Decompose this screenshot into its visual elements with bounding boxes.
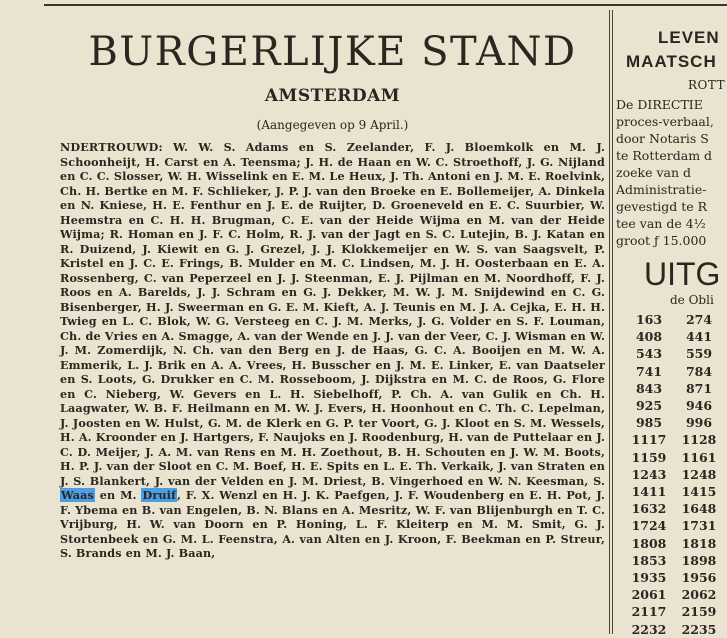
number-cell: 1731 — [681, 518, 717, 534]
search-highlight-druif[interactable]: Druif — [142, 488, 177, 502]
side-line: Administratie- — [616, 182, 707, 197]
number-row — [624, 586, 724, 603]
number-cell: 1724 — [631, 518, 667, 534]
number-cell: 741 — [635, 363, 663, 379]
side-heading-1: LEVEN — [658, 28, 720, 47]
number-cell: 1956 — [681, 570, 717, 586]
number-cell: 543 — [635, 346, 663, 362]
number-row — [624, 414, 724, 431]
side-paragraph — [616, 96, 727, 249]
article-date-note: (Aangegeven op 9 April.) — [256, 118, 409, 132]
number-cell: 1935 — [631, 570, 667, 586]
side-line: gevestigd te R — [616, 199, 708, 214]
number-cell: 1117 — [631, 432, 667, 448]
number-cell: 559 — [685, 346, 713, 362]
number-row — [624, 621, 724, 638]
side-line: proces-verbaal, — [616, 114, 714, 129]
number-cell: 946 — [685, 398, 713, 414]
number-row — [624, 328, 724, 345]
top-rule — [44, 4, 727, 6]
number-cell: 2235 — [681, 621, 717, 637]
number-cell: 163 — [635, 312, 663, 327]
number-cell: 274 — [685, 312, 713, 327]
adjacent-column — [616, 28, 727, 638]
body-text-middle: en M. — [99, 488, 137, 502]
number-row — [624, 483, 724, 500]
number-table — [624, 311, 724, 638]
number-cell: 1808 — [631, 535, 667, 551]
number-cell: 1632 — [631, 501, 667, 517]
article-city: AMSTERDAM — [264, 86, 401, 106]
number-cell: 1128 — [681, 432, 717, 448]
number-cell: 1161 — [681, 449, 717, 465]
column-divider — [609, 10, 610, 634]
number-row — [624, 500, 724, 517]
number-cell: 1248 — [681, 466, 717, 482]
number-cell: 2117 — [631, 604, 667, 620]
number-row — [624, 449, 724, 466]
body-text-before: NDERTROUWD: W. W. S. Adams en S. Zeelander, F. J. Bloemkolk en M. J. Schoonheijt, H. Carst en A. Teensma; J. H. de Haan en W. C. Stroethoff, J. G. Nijland en C. C. Slosser, W. H. Wisselink en E. M. Le Heux, J. Th. Antoni en J. M. E. Roelvink, Ch. H. Bertke en M. F. Schlieker, J. P. J. van den Broeke en E. Bollemeijer, A. Dinkela en N. Kniese, H. E. Fenthur en J. E. de Ruijter, D. Groeneveld en E. C. Suurbier, W. Heemstra en C. H. H. Brugman, C. E. van der Heide Wijma en M. van der Heide Wijma; R. Homan en J. F. C. Holm, R. J. van der Jagt en S. C. Lutejin, B. J. Katan en R. Duizend, J. Kiewit en G. J. Grezel, J. J. Klokkemeijer en W. S. van Saagsvelt, P. Kristel en J. C. E. Frings, B. Mulder en M. C. Lindsen, M. J. H. Oosterbaan en E. A. Rossenberg, C. van Peperzeel en J. J. Steenman, E. J. Pijlman en M. Noordhoff, F. J. Roos en A. Barelds, J. J. Schram en G. J. Dekker, M. W. J. M. Snijdewind en C. G. Bisenberger, H. J. Sweerman en G. E. M. Kieft, A. J. Teunis en M. J. A. Cejka, E. H. H. Twieg en L. C. Blok, W. G. Versteeg en C. J. M. Merks, J. G. Volder en S. F. Louman, Ch. de Vries en A. Smagge, A. van der Wende en J. J. van der Veer, C. J. Wisman en W. J. M. Zomerdijk, N. Ch. van den Berg en J. de Haas, G. C. A. Booijen en M. W. A. Emmerik, L. J. Brik en A. A. Vrees, H. Busscher en J. M. E. Linker, E. van Daatseler en S. Loots, G. Drukker en C. M. Rosseboom, J. Dijkstra en M. C. de Roos, G. Flore en C. Nieberg, W. Gevers en L. H. Siebelhoff, P. Ch. A. van Gulik en Ch. H. Laagwater, W. B. F. Heilmann en M. W. J. Evers, H. Hoonhout en C. Th. C. Lepelman, J. Joosten en W. Hulst, G. M. de Klerk en G. P. ter Voort, G. J. Kloot en S. M. Wessels, H. A. Kroonder en J. Hartgers, F. Naujoks en J. Roodenburg, H. van de Puttelaar en J. C. D. Meijer, J. A. M. van Rens en M. H. Zoethout, B. H. Schouten en J. W. M. Boots, H. P. J. van der Sloot en C. M. Boef, H. E. Spits en L. E. Th. Verkaik, J. van Straten en J. S. Blankert, J. van der Velden en J. M. Driest, B. Vingerhoed en W. N. Keesman, S. — [60, 140, 605, 488]
side-line: tee van de 4½ — [616, 216, 706, 231]
side-subheading: de Obli — [670, 293, 714, 307]
number-cell: 1853 — [631, 552, 667, 568]
column-divider-2 — [612, 10, 613, 634]
number-cell: 408 — [635, 329, 663, 345]
search-highlight-waas[interactable]: Waas — [61, 488, 94, 502]
number-cell: 1411 — [631, 484, 667, 500]
number-row — [624, 380, 724, 397]
number-row — [624, 517, 724, 534]
number-cell: 985 — [635, 415, 663, 431]
article-column — [60, 28, 605, 561]
side-line: door Notaris S — [616, 131, 709, 146]
number-cell: 925 — [635, 398, 663, 414]
article-body — [60, 140, 605, 561]
number-row — [624, 363, 724, 380]
number-cell: 871 — [685, 380, 713, 396]
number-row — [624, 603, 724, 620]
number-cell: 1415 — [681, 484, 717, 500]
number-cell: 1159 — [631, 449, 667, 465]
number-row — [624, 311, 724, 328]
number-cell: 441 — [685, 329, 713, 345]
number-cell: 843 — [635, 380, 663, 396]
number-cell: 1818 — [681, 535, 717, 551]
number-row — [624, 397, 724, 414]
side-line: De DIRECTIE — [616, 97, 703, 112]
number-cell: 996 — [685, 415, 713, 431]
number-cell: 784 — [685, 363, 713, 379]
side-line: groot ƒ 15.000 — [616, 233, 707, 248]
number-row — [624, 552, 724, 569]
number-cell: 2232 — [631, 621, 667, 637]
body-text-after: , F. X. Wenzl en H. J. K. Paefgen, J. F. Woudenberg en E. H. Pot, J. F. Ybema en B. van Engelen, B. N. Blans en A. Mesritz, W. F. van Blijenburgh en T. C. Vrijburg, H. W. van Doorn en P. Honing, L. F. Kleiterp en M. M. Smit, G. J. Stortenbeek en G. M. L. Feenstra, A. van Alten en J. Kroon, F. Beekman en P. Streur, S. Brands en M. J. Baan, — [60, 488, 605, 560]
side-line: te Rotterdam d — [616, 148, 713, 163]
side-heading-2: MAATSCH — [626, 52, 717, 71]
side-line: zoeke van d — [616, 165, 691, 180]
number-row — [624, 569, 724, 586]
number-cell: 2061 — [631, 587, 667, 603]
number-cell: 2159 — [681, 604, 717, 620]
number-row — [624, 345, 724, 362]
number-cell: 1648 — [681, 501, 717, 517]
number-cell: 2062 — [681, 587, 717, 603]
number-cell: 1243 — [631, 466, 667, 482]
number-row — [624, 466, 724, 483]
side-big-heading: UITG — [644, 256, 721, 292]
number-row — [624, 535, 724, 552]
article-headline: BURGERLIJKE STAND — [88, 29, 577, 75]
side-heading-3: ROTT — [688, 78, 726, 92]
number-cell: 1898 — [681, 552, 717, 568]
number-row — [624, 431, 724, 448]
